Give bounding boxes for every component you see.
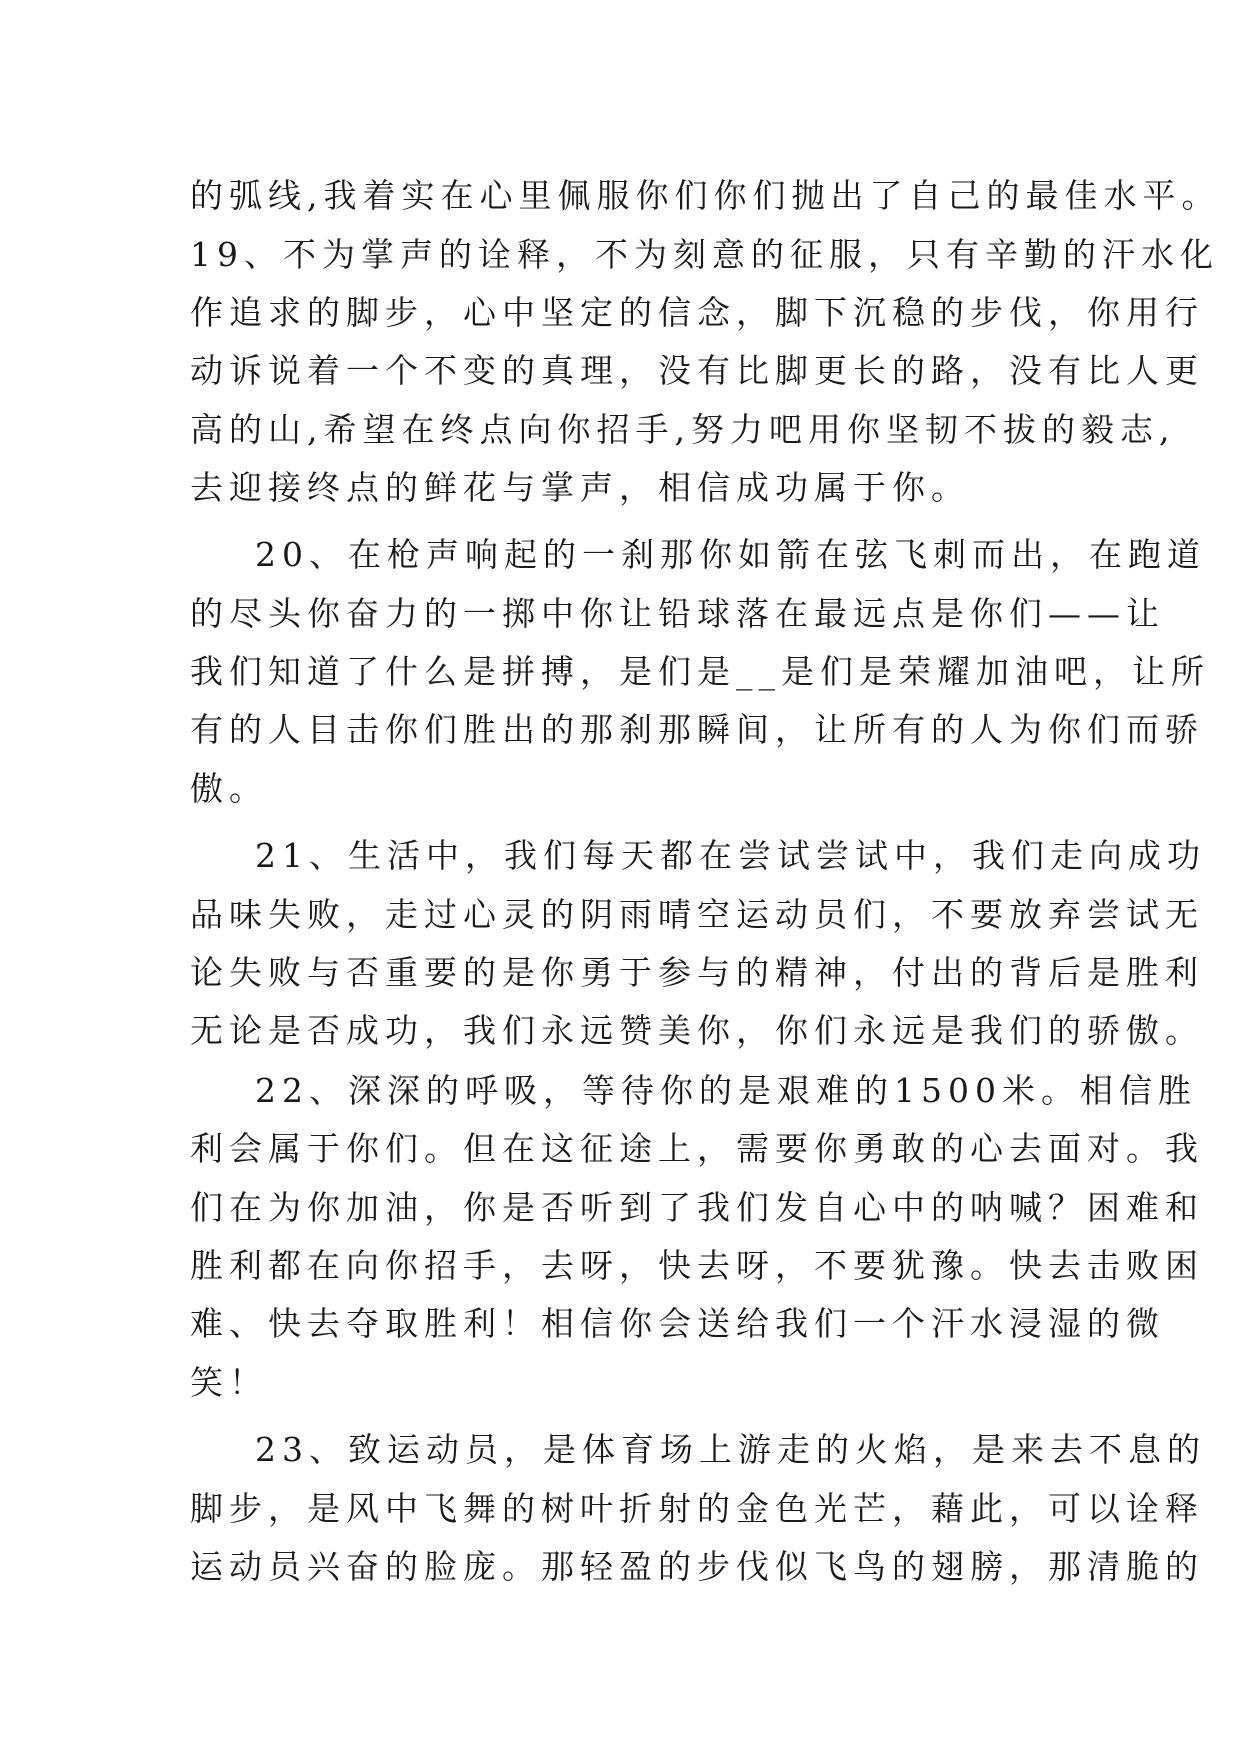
text-line: 的尽头你奋力的一掷中你让铅球落在最远点是你们——让 (190, 594, 1165, 633)
text-line: 作追求的脚步，心中坚定的信念，脚下沉稳的步伐，你用行 (190, 293, 1204, 332)
paragraph-start-line: 23、致运动员，是体育场上游走的火焰，是来去不息的 (255, 1430, 1206, 1469)
text-line: 无论是否成功，我们永远赞美你，你们永远是我们的骄傲。 (190, 1011, 1204, 1050)
text-line: 我们知道了什么是拼搏，是们是__是们是荣耀加油吧，让所 (190, 652, 1210, 691)
paragraph-start-line: 22、深深的呼吸，等待你的是艰难的1500米。相信胜 (255, 1071, 1197, 1110)
text-line: 运动员兴奋的脸庞。那轻盈的步伐似飞鸟的翅膀，那清脆的 (190, 1547, 1204, 1586)
text-line: 难、快去夺取胜利！相信你会送给我们一个汗水浸湿的微 (190, 1304, 1165, 1343)
text-line: 的弧线,我着实在心里佩服你们你们抛出了自己的最佳水平。 (190, 176, 1221, 215)
text-line: 高的山,希望在终点向你招手,努力吧用你坚韧不拔的毅志, (190, 410, 1176, 449)
text-line: 傲。 (190, 769, 268, 808)
text-line: 去迎接终点的鲜花与掌声，相信成功属于你。 (190, 468, 970, 507)
text-line: 品味失败，走过心灵的阴雨晴空运动员们，不要放弃尝试无 (190, 895, 1204, 934)
paragraph-start-line: 20、在枪声响起的一刹那你如箭在弦飞刺而出，在跑道 (255, 535, 1206, 574)
text-line: 脚步，是风中飞舞的树叶折射的金色光芒，藉此，可以诠释 (190, 1489, 1204, 1528)
text-line: 们在为你加油，你是否听到了我们发自心中的呐喊？困难和 (190, 1188, 1204, 1227)
text-line: 论失败与否重要的是你勇于参与的精神，付出的背后是胜利 (190, 953, 1204, 992)
text-line: 笑！ (190, 1363, 268, 1402)
text-line: 利会属于你们。但在这征途上，需要你勇敢的心去面对。我 (190, 1129, 1204, 1168)
text-line: 胜利都在向你招手，去呀，快去呀，不要犹豫。快去击败困 (190, 1246, 1204, 1285)
paragraph-start-line: 21、生活中，我们每天都在尝试尝试中，我们走向成功 (255, 836, 1206, 875)
text-line: 有的人目击你们胜出的那刹那瞬间，让所有的人为你们而骄 (190, 710, 1204, 749)
text-line: 19、不为掌声的诠释，不为刻意的征服，只有辛勤的汗水化 (190, 235, 1219, 274)
text-line: 动诉说着一个不变的真理，没有比脚更长的路，没有比人更 (190, 351, 1204, 390)
